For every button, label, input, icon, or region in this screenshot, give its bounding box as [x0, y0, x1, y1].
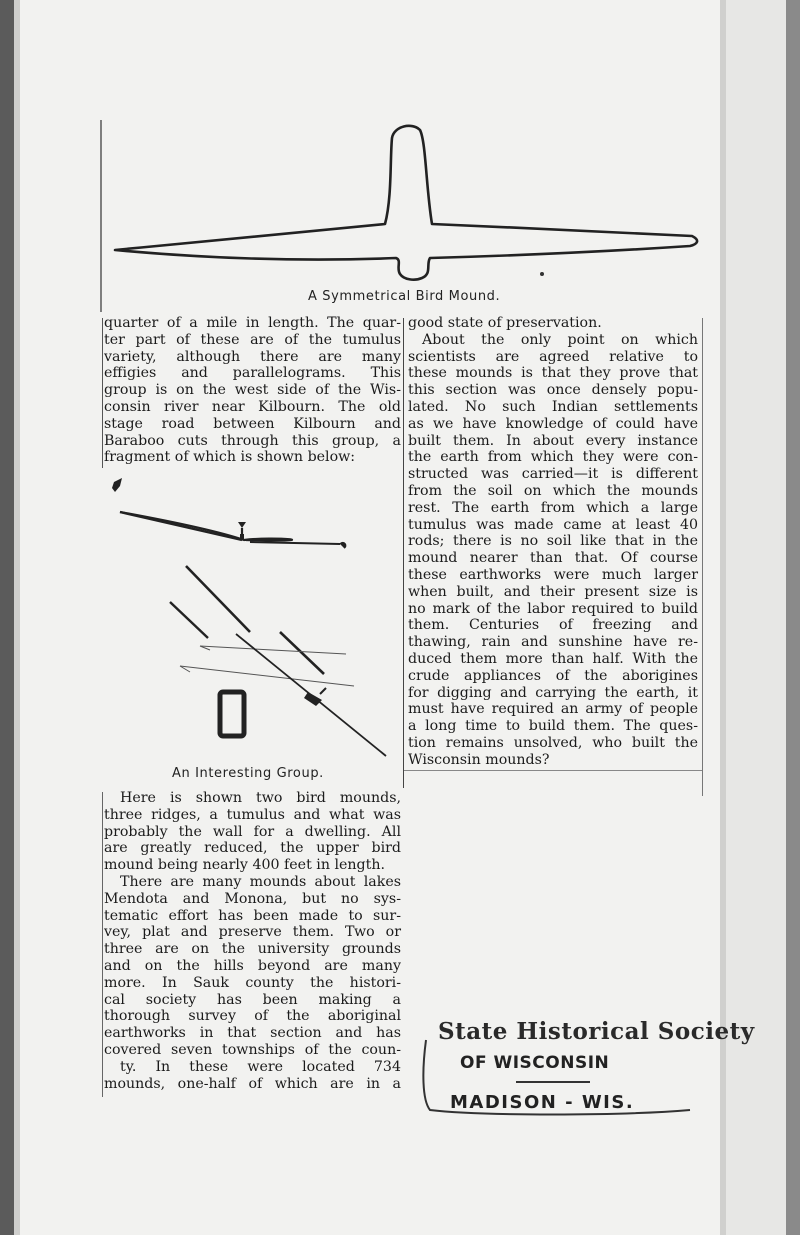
text-line: stage road between Kilbourn and: [104, 415, 401, 432]
text-line: Wisconsin mounds?: [408, 751, 550, 768]
text-line: ty. In these were located 734: [120, 1058, 401, 1075]
text-line: About the only point on which: [422, 331, 698, 348]
text-line: earthworks in that section and has: [104, 1025, 401, 1042]
mound-group-illustration: [104, 470, 400, 765]
text-line: lated. No such Indian settlements: [408, 398, 698, 415]
text-line: tematic effort has been made to sur-: [104, 907, 401, 924]
text-line: a long time to build them. The ques-: [408, 718, 698, 735]
article-column-left-top: [104, 315, 401, 466]
text-line: scientists are agreed relative to: [408, 348, 698, 365]
stamp-state: OF WISCONSIN: [460, 1053, 610, 1073]
text-line: Mendota and Monona, but no sys-: [104, 890, 401, 907]
column-left-border: [102, 318, 103, 468]
text-line: variety, although there are many: [104, 348, 401, 365]
text-line: Here is shown two bird mounds,: [120, 790, 401, 806]
text-line: built them. In about every instance: [408, 432, 698, 449]
text-line: the earth from which they were con-: [408, 449, 698, 466]
text-line: as we have knowledge of could have: [408, 415, 698, 432]
text-line: three are on the university grounds: [104, 941, 401, 958]
text-line: more. In Sauk county the histori-: [104, 974, 401, 991]
text-line: There are many mounds about lakes: [120, 873, 401, 890]
column-divider: [403, 318, 404, 788]
text-line: rest. The earth from which a large: [408, 499, 698, 516]
text-line: them. Centuries of freezing and: [408, 617, 698, 634]
text-line: duced them more than half. With the: [408, 650, 698, 667]
text-line: these earthworks were much larger: [408, 566, 698, 583]
text-line: quarter of a mile in length. The quar-: [104, 315, 401, 331]
text-line: thawing, rain and sunshine have re-: [408, 634, 698, 651]
text-line: covered seven townships of the coun-: [104, 1041, 401, 1058]
column-left-bottom-border: [102, 792, 103, 1097]
article-column-right: [408, 315, 698, 769]
figure1-caption: A Symmetrical Bird Mound.: [308, 289, 501, 304]
text-line: thorough survey of the aboriginal: [104, 1008, 401, 1025]
text-line: three ridges, a tumulus and what was: [104, 806, 401, 823]
text-line: Baraboo cuts through this group, a: [104, 432, 401, 449]
stamp-city: MADISON - WIS.: [450, 1092, 635, 1113]
text-line: crude appliances of the aborigines: [408, 667, 698, 684]
text-line: must have required an army of people: [408, 701, 698, 718]
text-line: fragment of which is shown below:: [104, 449, 356, 466]
text-line: mound nearer than that. Of course: [408, 550, 698, 567]
text-line: ter part of these are of the tumulus: [104, 331, 401, 348]
text-line: rods; there is no soil like that in the: [408, 533, 698, 550]
library-stamp: [420, 1010, 755, 1120]
text-line: tion remains unsolved, who built the: [408, 734, 698, 751]
bird-mound-illustration: [100, 118, 704, 314]
text-line: group is on the west side of the Wis-: [104, 382, 401, 399]
text-line: this section was once densely popu-: [408, 382, 698, 399]
text-line: effigies and parallelograms. This: [104, 365, 401, 382]
text-line: cal society has been making a: [104, 991, 401, 1008]
text-line: no mark of the labor required to build: [408, 600, 698, 617]
text-line: and on the hills beyond are many: [104, 957, 401, 974]
text-line: mounds, one-half of which are in a: [104, 1075, 401, 1092]
scan-edge-right-outer: [786, 0, 800, 1235]
figure2-caption: An Interesting Group.: [172, 766, 324, 781]
text-line: tumulus was made came at least 40: [408, 516, 698, 533]
column-right-border: [702, 318, 703, 796]
text-line: probably the wall for a dwelling. All: [104, 823, 401, 840]
text-line: consin river near Kilbourn. The old: [104, 398, 401, 415]
text-line: when built, and their present size is: [408, 583, 698, 600]
text-line: good state of preservation.: [408, 315, 602, 331]
text-line: vey, plat and preserve them. Two or: [104, 924, 401, 941]
text-line: are greatly reduced, the upper bird: [104, 840, 401, 857]
text-line: mound being nearly 400 feet in length.: [104, 857, 385, 874]
scan-edge-left-inner: [14, 0, 20, 1235]
text-line: for digging and carrying the earth, it: [408, 684, 698, 701]
text-line: from the soil on which the mounds: [408, 482, 698, 499]
stamp-society-name: State Historical Society: [438, 1018, 755, 1045]
text-line: these mounds is that they prove that: [408, 365, 698, 382]
text-line: structed was carried—it is different: [408, 466, 698, 483]
article-column-left-bottom: [104, 790, 401, 1092]
scan-edge-left: [0, 0, 14, 1235]
column-bottom-rule: [404, 770, 702, 771]
